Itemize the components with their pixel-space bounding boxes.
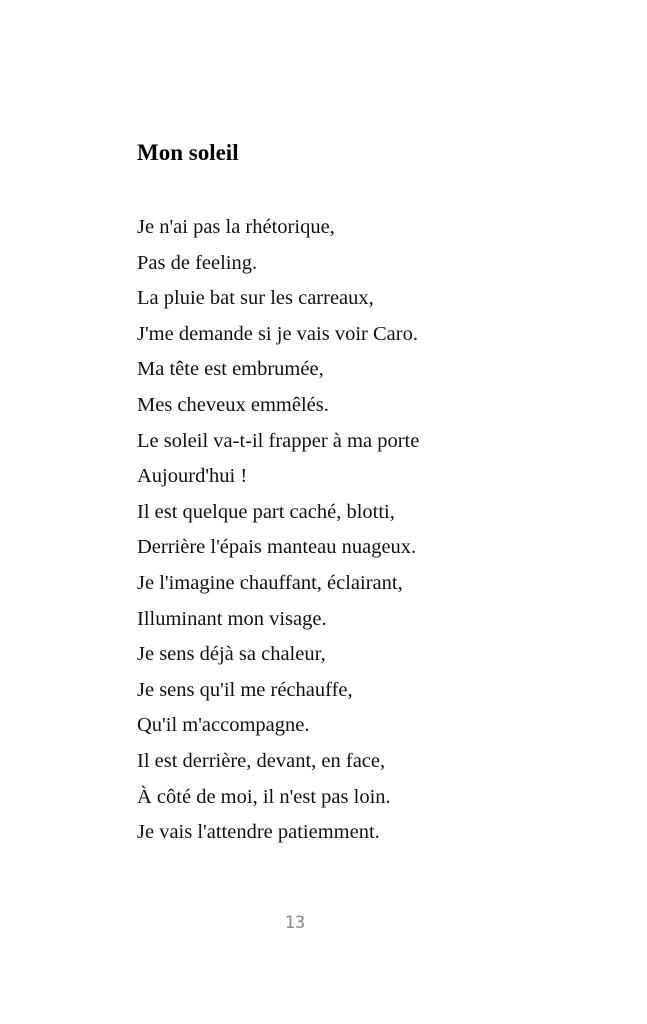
poem-line: Je n'ai pas la rhétorique, — [137, 216, 335, 238]
poem-line: Il est derrière, devant, en face, — [137, 749, 386, 772]
poem-line: Le soleil va-t-il frapper à ma porte — [137, 429, 420, 452]
poem-line: Qu'il m'accompagne. — [137, 714, 310, 737]
poem-line: Il est quelque part caché, blotti, — [137, 500, 395, 523]
poem-line: À côté de moi, il n'est pas loin. — [137, 785, 391, 808]
poem-line: Illuminant mon visage. — [137, 607, 327, 630]
poem-line: J'me demande si je vais voir Caro. — [137, 322, 418, 345]
poem-line: Aujourd'hui ! — [137, 465, 248, 488]
poem-line: Derrière l'épais manteau nuageux. — [137, 536, 417, 559]
poem-title: Mon soleil — [137, 140, 239, 165]
page-number: 13 — [284, 913, 306, 933]
poem-line: Ma tête est embrumée, — [137, 358, 324, 381]
poem-line: Je l'imagine chauffant, éclairant, — [137, 571, 403, 594]
poem-line: Pas de feeling. — [137, 251, 258, 274]
poem-line: Mes cheveux emmêlés. — [137, 393, 329, 416]
poem-line: La pluie bat sur les carreaux, — [137, 287, 374, 310]
poem-body — [137, 210, 419, 851]
poem-line: Je vais l'attendre patiemment. — [137, 821, 380, 844]
poem-line: Je sens qu'il me réchauffe, — [137, 678, 353, 701]
poem-line: Je sens déjà sa chaleur, — [137, 643, 326, 666]
